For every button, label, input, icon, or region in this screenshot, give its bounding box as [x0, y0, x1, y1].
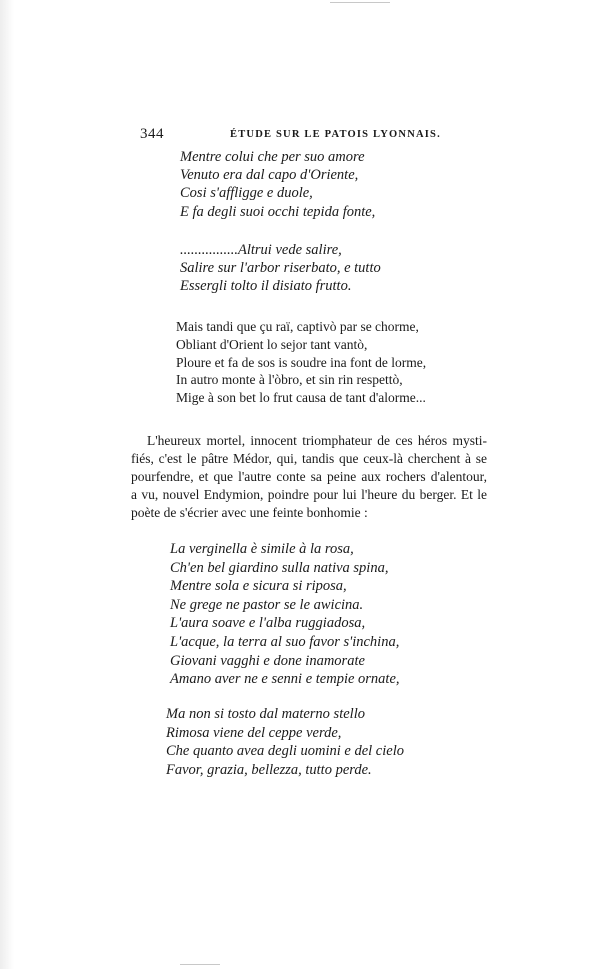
verse-line: Che quanto avea degli uomini e del cielo	[166, 743, 404, 760]
italian-stanza-2	[180, 241, 381, 296]
paragraph-line: L'heureux mortel, innocent triomphateur de ces héros mysti-	[147, 433, 487, 448]
verse-line: Ch'en bel giardino sulla nativa spina,	[170, 559, 389, 576]
paragraph-line: a vu, nouvel Endymion, poindre pour lui l'heure du berger. Et le	[131, 487, 487, 502]
verse-line: L'aura soave e l'alba ruggiadosa,	[170, 615, 366, 632]
verse-line: ................Altrui vede salire,	[180, 242, 342, 258]
running-title: ÉTUDE SUR LE PATOIS LYONNAIS.	[230, 129, 441, 140]
verse-line: Venuto era dal capo d'Oriente,	[180, 167, 359, 184]
verse-line: La verginella è simile à la rosa,	[170, 541, 354, 557]
page-number: 344	[140, 126, 164, 142]
paragraph-line: pourfendre, et que l'autre conte sa peine aux rochers d'alentour,	[131, 469, 487, 484]
verse-line: Ne grege ne pastor se le awicina.	[170, 596, 364, 613]
verse-line: Amano aver ne e senni e tempie ornate,	[170, 671, 400, 688]
italian-stanza-1	[180, 148, 375, 221]
italian-stanza-3	[170, 540, 400, 689]
verse-line: In autro monte à l'òbro, et sin rin respettò,	[176, 372, 403, 388]
paragraph-line: fiés, c'est le pâtre Médor, qui, tandis que ceux-là cherchent à se	[131, 451, 487, 466]
verse-line: Favor, grazia, bellezza, tutto perde.	[166, 761, 372, 778]
verse-line: Giovani vagghi e done inamorate	[170, 652, 365, 669]
paragraph-line: poète de s'écrier avec une feinte bonhomie :	[131, 505, 368, 520]
verse-line: Salire sur l'arbor riserbato, e tutto	[180, 260, 381, 277]
verse-line: Cosi s'affligge e duole,	[180, 185, 313, 202]
verse-line: Mentre colui che per suo amore	[180, 149, 365, 165]
verse-line: Obliant d'Orient lo sejor tant vantò,	[176, 336, 368, 352]
verse-line: Ploure et fa de sos is soudre ina font de lorme,	[176, 354, 427, 370]
verse-line: Mais tandi que çu raï, captivò par se chorme,	[176, 319, 419, 334]
bottom-edge-mark	[180, 964, 220, 965]
italian-stanza-4	[166, 705, 404, 779]
verse-line: Rimosa viene del ceppe verde,	[166, 724, 342, 741]
verse-line: Mige à son bet lo frut causa de tant d'alorme...	[176, 390, 426, 406]
prose-paragraph	[131, 432, 487, 522]
verse-line: Ma non si tosto dal materno stello	[166, 706, 365, 722]
running-head	[140, 126, 485, 146]
verse-line: Mentre sola e sicura si riposa,	[170, 578, 347, 595]
verse-line: L'acque, la terra al suo favor s'inchina,	[170, 633, 400, 650]
page-edge-shadow	[0, 0, 14, 969]
top-edge-mark	[330, 2, 390, 3]
verse-line: Essergli tolto il disiato frutto.	[180, 278, 352, 295]
verse-line: E fa degli suoi occhi tepida fonte,	[180, 203, 376, 220]
patois-stanza	[176, 318, 426, 407]
